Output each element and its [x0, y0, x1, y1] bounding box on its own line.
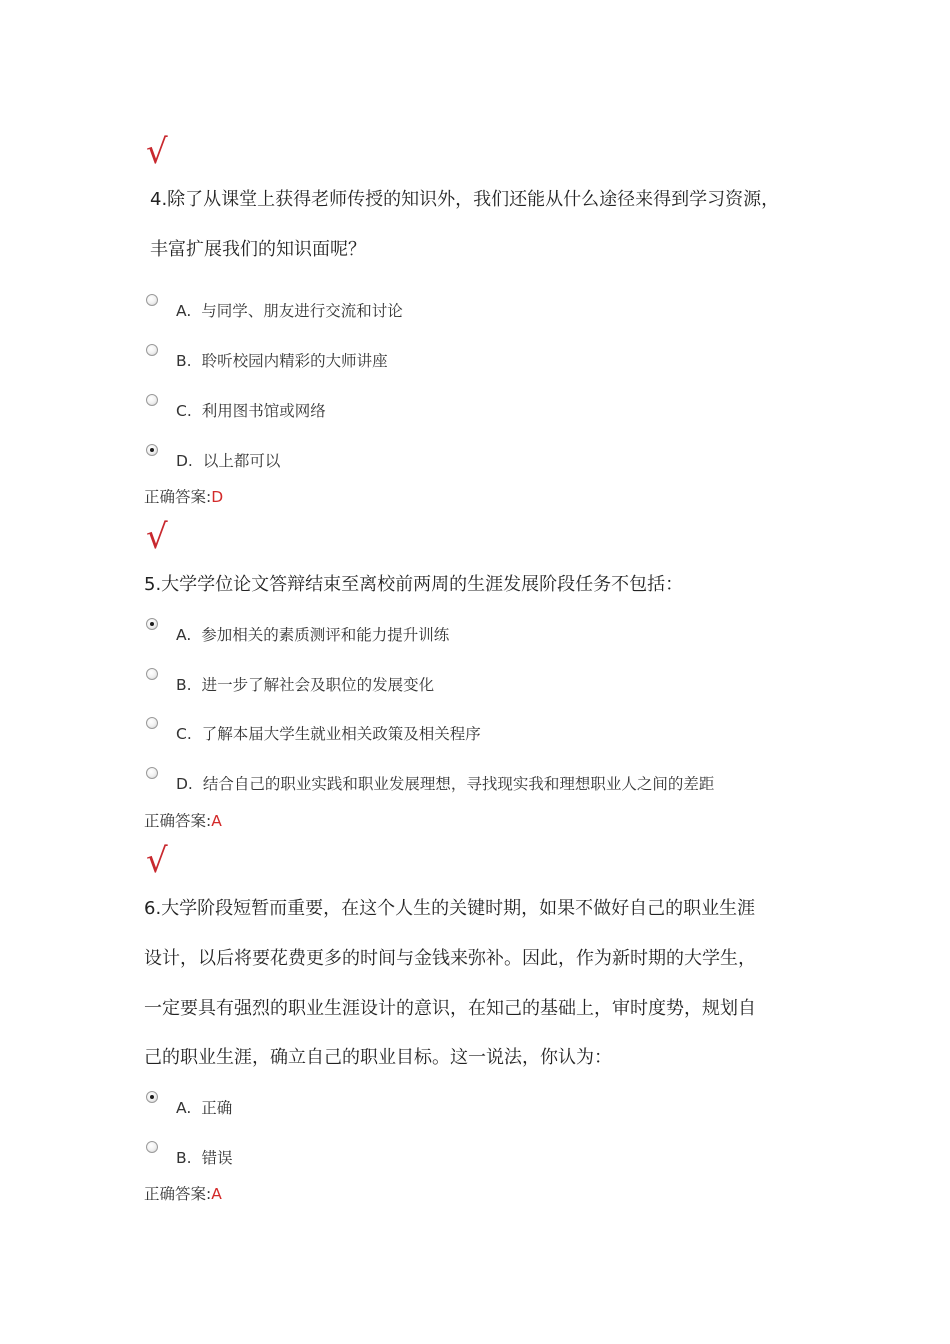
option-letter: B.: [176, 1149, 192, 1167]
question-text-line: 设计，以后将要花费更多的时间与金钱来弥补。因此，作为新时期的大学生，: [144, 948, 756, 969]
option-text: 正确: [201, 1099, 233, 1117]
question-text-line: 一定要具有强烈的职业生涯设计的意识，在知己的基础上，审时度势，规划自: [144, 998, 756, 1019]
correct-check-icon: √: [146, 517, 168, 557]
option-letter: C.: [176, 402, 192, 420]
radio-button-selected[interactable]: [146, 618, 158, 630]
correct-answer-label: 正确答案:: [144, 1185, 212, 1203]
question-text-line: 6.大学阶段短暂而重要，在这个人生的关键时期，如果不做好自己的职业生涯: [144, 898, 756, 919]
option-text: 了解本届大学生就业相关政策及相关程序: [201, 725, 481, 743]
correct-answer-value: A: [211, 1185, 222, 1203]
correct-answer-value: A: [211, 812, 222, 830]
radio-button[interactable]: [146, 394, 158, 406]
option-text: 结合自己的职业实践和职业发展理想，寻找现实我和理想职业人之间的差距: [202, 775, 715, 793]
radio-button[interactable]: [146, 1141, 158, 1153]
option-letter: C.: [176, 725, 192, 743]
correct-answer: [144, 490, 223, 506]
correct-check-icon: √: [146, 841, 168, 881]
correct-answer: [144, 814, 222, 830]
option-letter: A.: [176, 1099, 192, 1117]
radio-button[interactable]: [146, 767, 158, 779]
option-text: 错误: [201, 1149, 233, 1167]
correct-answer: [144, 1187, 222, 1203]
option-letter: D.: [176, 452, 193, 470]
radio-button[interactable]: [146, 717, 158, 729]
question-text-line: 丰富扩展我们的知识面呢？: [150, 239, 366, 260]
option-letter: D.: [176, 775, 193, 793]
option-text: 以上都可以: [202, 452, 281, 470]
question-text-line: 己的职业生涯，确立自己的职业目标。这一说法，你认为：: [144, 1047, 612, 1068]
option-letter: B.: [176, 676, 192, 694]
correct-answer-value: D: [211, 488, 224, 506]
question-text-line: 5.大学学位论文答辩结束至离校前两周的生涯发展阶段任务不包括：: [144, 574, 684, 595]
radio-button[interactable]: [146, 344, 158, 356]
option-text: 聆听校园内精彩的大师讲座: [201, 352, 388, 370]
question-text-line: 4.除了从课堂上获得老师传授的知识外，我们还能从什么途径来得到学习资源，: [150, 189, 780, 210]
option-letter: A.: [176, 626, 192, 644]
correct-answer-label: 正确答案:: [144, 488, 212, 506]
option-letter: B.: [176, 352, 192, 370]
radio-button[interactable]: [146, 294, 158, 306]
option-text: 进一步了解社会及职位的发展变化: [201, 676, 435, 694]
radio-button[interactable]: [146, 668, 158, 680]
radio-button-selected[interactable]: [146, 1091, 158, 1103]
radio-button-selected[interactable]: [146, 444, 158, 456]
correct-answer-label: 正确答案:: [144, 812, 212, 830]
correct-check-icon: √: [146, 132, 168, 172]
option-letter: A.: [176, 302, 192, 320]
option-text: 利用图书馆或网络: [201, 402, 326, 420]
option-text: 与同学、朋友进行交流和讨论: [201, 302, 403, 320]
option-text: 参加相关的素质测评和能力提升训练: [201, 626, 450, 644]
